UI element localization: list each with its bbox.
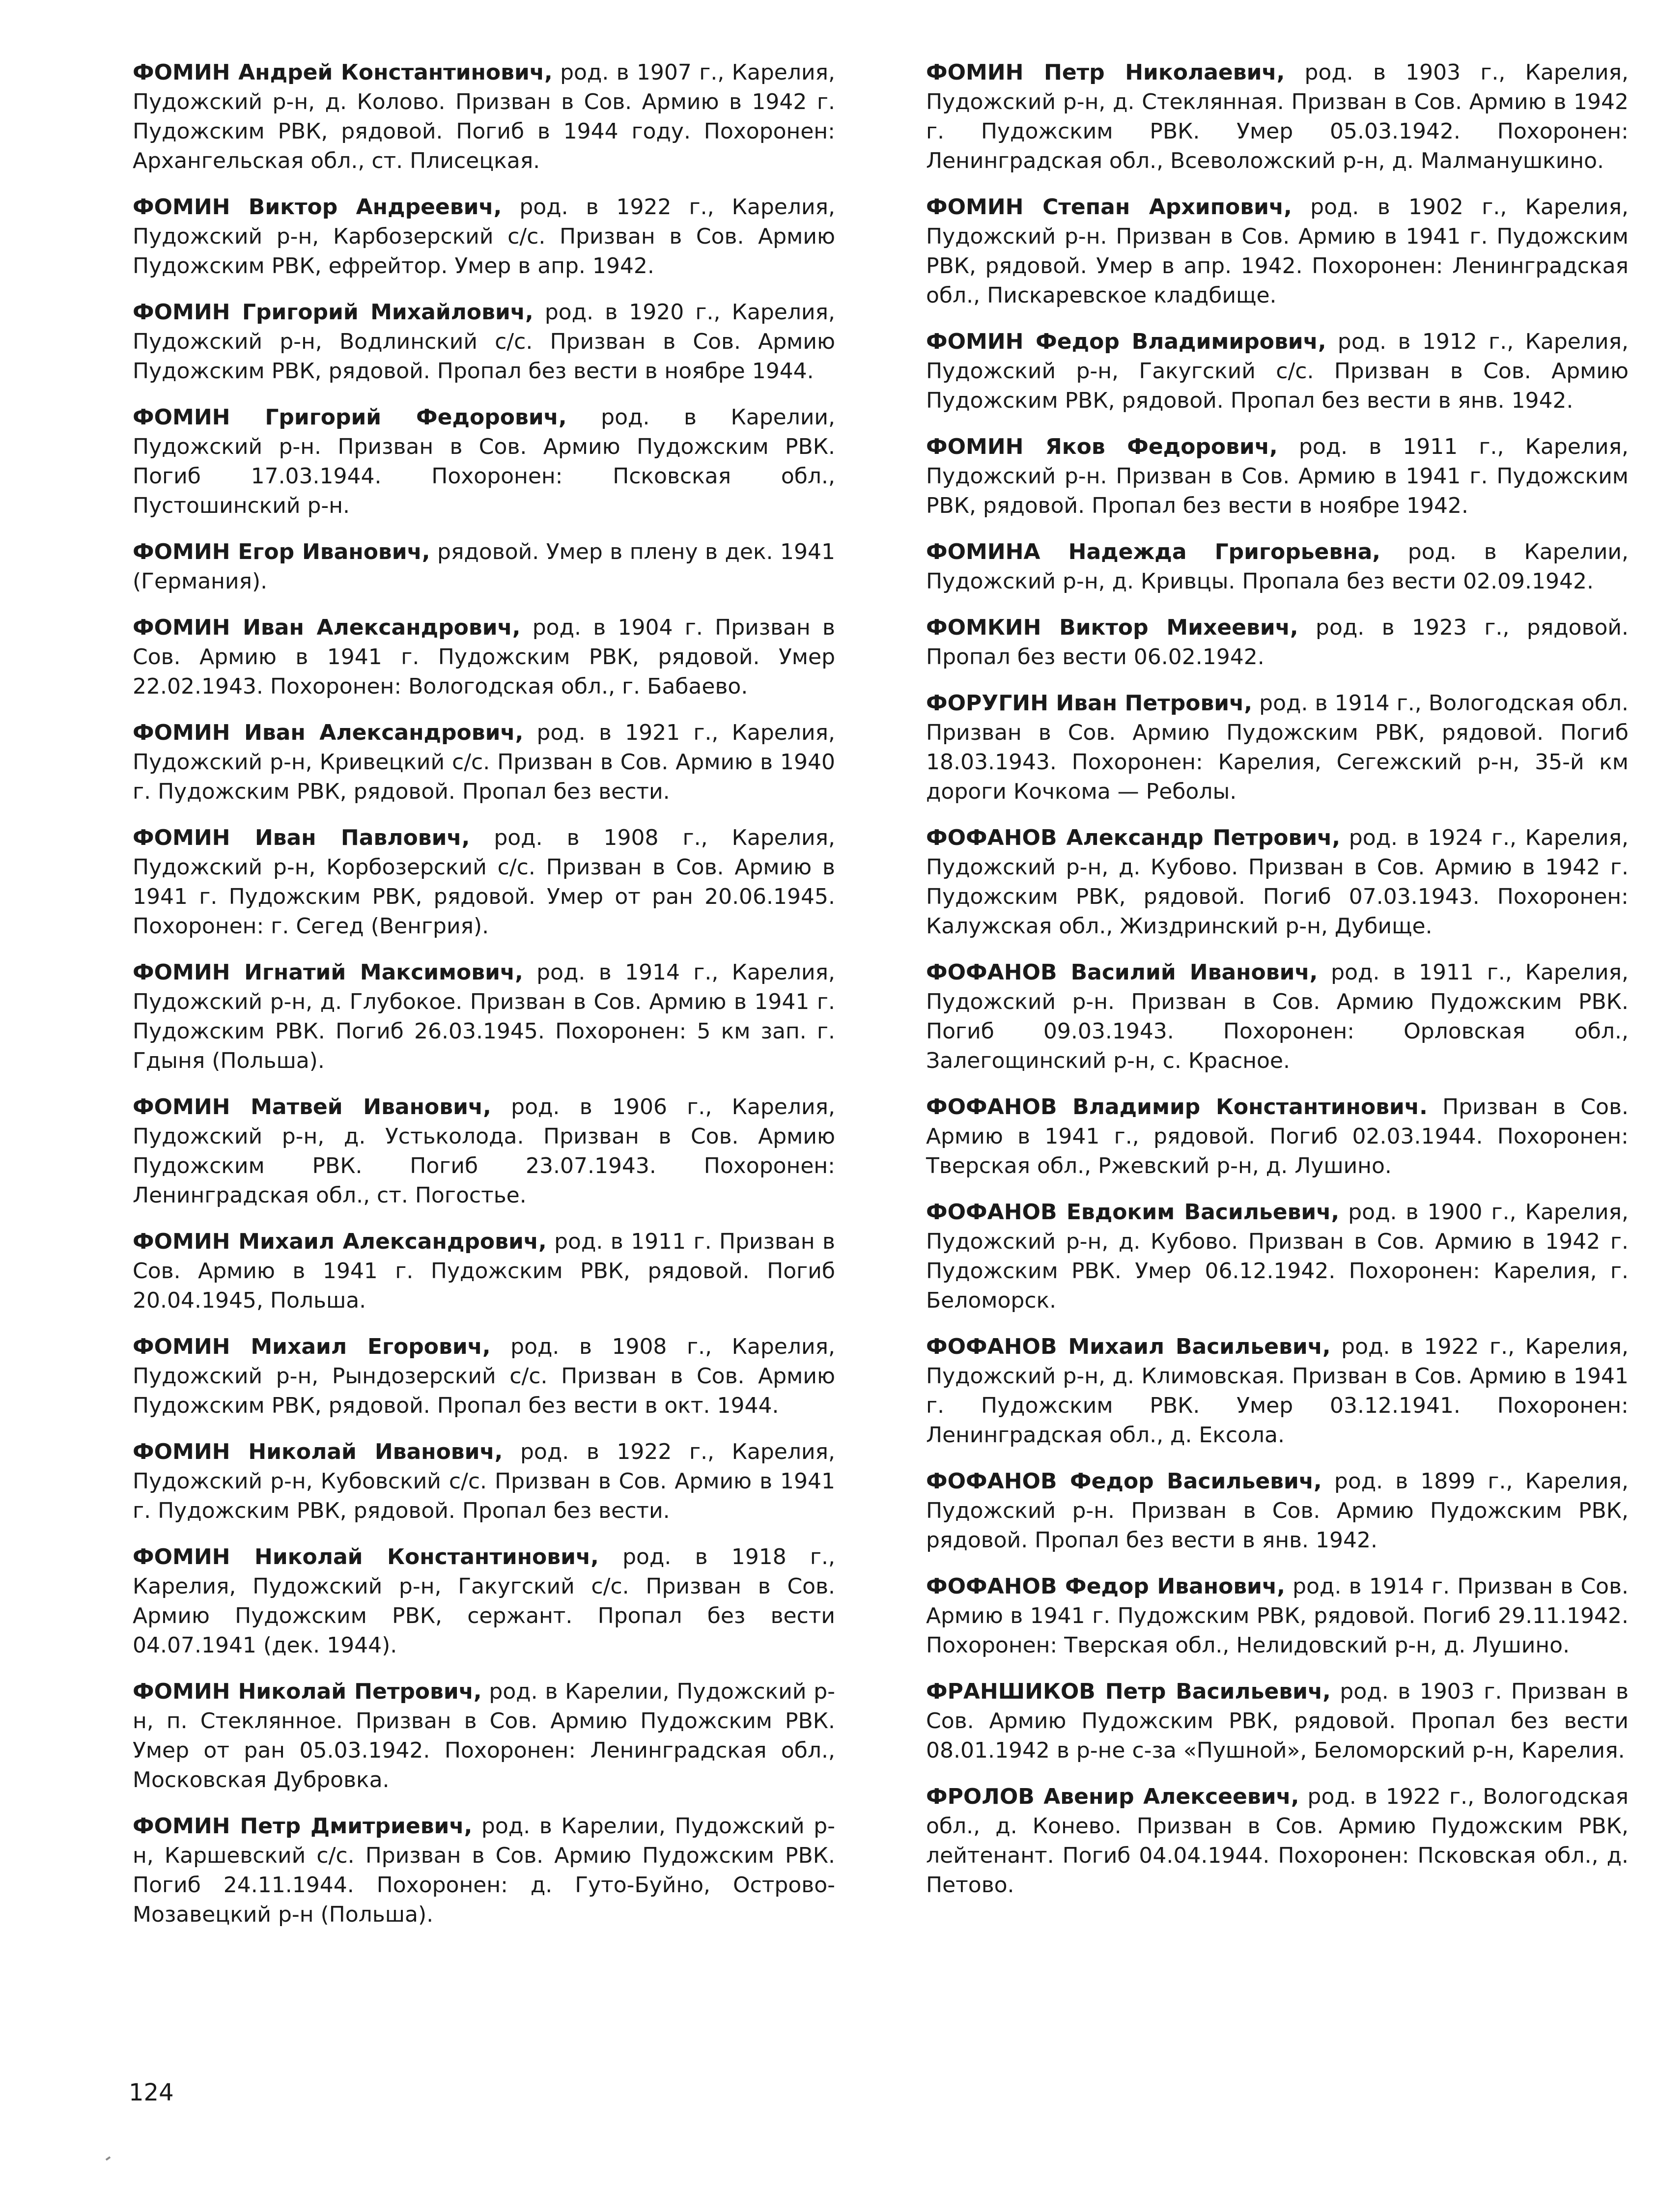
- entry-text: род. в 1899 г., Карелия, Пудожский р-н. Призван в Сов. Армию Пудожским РВК, рядовой. Пропал без вести в янв. 1942.: [926, 1469, 1629, 1553]
- entry: [926, 1092, 1629, 1181]
- entry-name: ФОФАНОВ Михаил Васильевич,: [926, 1334, 1331, 1359]
- entry: [926, 1332, 1629, 1450]
- page-number: 124: [129, 2079, 174, 2106]
- entry: [133, 403, 835, 521]
- entry-text: род. в 1918 г., Карелия, Пудожский р-н, Гакугский с/с. Призван в Сов. Армию Пудожским РВК, сержант. Пропал без вести 04.07.1941 (дек. 1944).: [133, 1544, 835, 1658]
- entry-name: ФОМИН Степан Архипович,: [926, 195, 1292, 220]
- entry: [926, 193, 1629, 310]
- entry-name: ФОМИН Иван Александрович,: [133, 615, 521, 640]
- entry-text: род. в 1914 г., Вологодская обл. Призван в Сов. Армию Пудожским РВК, рядовой. Погиб 18.03.1943. Похоронен: Карелия, Сегежский р-н, 35-й км дороги Кочкома — Реболы.: [926, 691, 1629, 804]
- entry-text: род. в 1904 г. Призван в Сов. Армию в 1941 г. Пудожским РВК, рядовой. Умер 22.02.1943. Похоронен: Вологодская обл., г. Бабаево.: [133, 615, 835, 699]
- entry: [133, 193, 835, 281]
- entry: [133, 58, 835, 176]
- entry: [926, 1572, 1629, 1660]
- entry-text: рядовой. Умер в плену в дек. 1941 (Германия).: [133, 539, 835, 594]
- entry-text: род. в Карелии, Пудожский р-н, Каршевский с/с. Призван в Сов. Армию Пудожским РВК. Погиб 24.11.1944. Похоронен: д. Гуто-Буйно, Острово-Мозавецкий р-н (Польша).: [133, 1814, 835, 1927]
- entry-text: род. в 1906 г., Карелия, Пудожский р-н, д. Устьколода. Призван в Сов. Армию Пудожским РВК. Погиб 23.07.1943. Похоронен: Ленинградская обл., ст. Погостье.: [133, 1094, 836, 1208]
- entry-name: ФОМИН Егор Иванович,: [133, 539, 430, 564]
- entry-text: род. в 1914 г., Карелия, Пудожский р-н, д. Глубокое. Призван в Сов. Армию в 1941 г. Пудожским РВК. Погиб 26.03.1945. Похоронен: 5 км зап. г. Гдыня (Польша).: [133, 960, 836, 1073]
- entry: [133, 1437, 835, 1526]
- entry-text: род. в 1902 г., Карелия, Пудожский р-н. Призван в Сов. Армию в 1941 г. Пудожским РВК, рядовой. Умер в апр. 1942. Похоронен: Ленинградская обл., Пискаревское кладбище.: [926, 195, 1629, 308]
- entry: [926, 823, 1629, 941]
- entry: [133, 1542, 835, 1660]
- entry: [133, 537, 835, 596]
- entry-name: ФОМИН Михаил Егорович,: [133, 1334, 491, 1359]
- entry: [133, 823, 835, 941]
- entry-name: ФОМИН Виктор Андреевич,: [133, 195, 502, 220]
- entry-name: ФОМИН Игнатий Максимович,: [133, 960, 523, 985]
- entry-name: ФОФАНОВ Евдоким Васильевич,: [926, 1200, 1340, 1225]
- entry-text: род. в 1922 г., Карелия, Пудожский р-н, Карбозерский с/с. Призван в Сов. Армию Пудожским РВК, ефрейтор. Умер в апр. 1942.: [133, 195, 835, 279]
- entry-text: род. в 1922 г., Вологодская обл., д. Конево. Призван в Сов. Армию Пудожским РВК, лейтенант. Погиб 04.04.1944. Похоронен: Псковская обл., д. Петово.: [926, 1784, 1629, 1898]
- entry: [926, 958, 1629, 1076]
- entry-name: ФОМИН Петр Николаевич,: [926, 60, 1285, 85]
- entry-name: ФОМИНА Надежда Григорьевна,: [926, 539, 1381, 564]
- entry: [926, 1677, 1629, 1765]
- entry-name: ФОМИН Яков Федорович,: [926, 434, 1278, 459]
- entry: [133, 1092, 835, 1210]
- entry-text: род. в 1923 г., рядовой. Пропал без вести 06.02.1942.: [926, 615, 1629, 670]
- entry: [926, 689, 1629, 807]
- entry-text: род. в Карелии, Пудожский р-н. Призван в Сов. Армию Пудожским РВК. Погиб 17.03.1944. Похоронен: Псковская обл., Пустошинский р-н.: [133, 405, 836, 518]
- entry: [133, 958, 835, 1076]
- entry-text: род. в 1908 г., Карелия, Пудожский р-н, Рындозерский с/с. Призван в Сов. Армию Пудожским РВК, рядовой. Пропал без вести в окт. 1944.: [133, 1334, 836, 1418]
- entry-name: ФОМИН Петр Дмитриевич,: [133, 1814, 473, 1839]
- entry: [926, 613, 1629, 672]
- entry: [133, 1677, 835, 1795]
- entry-text: род. в 1903 г., Карелия, Пудожский р-н, д. Стеклянная. Призван в Сов. Армию в 1942 г. Пудожским РВК. Умер 05.03.1942. Похоронен: Ленинградская обл., Всеволожский р-н, д. Малманушкино.: [926, 60, 1629, 173]
- entry-name: ФРАНШИКОВ Петр Васильевич,: [926, 1679, 1331, 1704]
- entry-name: ФОМИН Иван Александрович,: [133, 720, 524, 745]
- entry-name: ФОМКИН Виктор Михеевич,: [926, 615, 1298, 640]
- entry-name: ФОМИН Николай Петрович,: [133, 1679, 482, 1704]
- entry-text: род. в 1924 г., Карелия, Пудожский р-н, д. Кубово. Призван в Сов. Армию в 1942 г. Пудожским РВК, рядовой. Погиб 07.03.1943. Похоронен: Калужская обл., Жиздринский р-н, Дубище.: [926, 825, 1629, 939]
- entry-text: род. в 1903 г. Призван в Сов. Армию Пудожским РВК, рядовой. Пропал без вести 08.01.1942 в р-не с-за «Пушной», Беломорский р-н, Карелия.: [926, 1679, 1629, 1763]
- entry-text: Призван в Сов. Армию в 1941 г., рядовой. Погиб 02.03.1944. Похоронен: Тверская обл., Ржевский р-н, д. Лушино.: [926, 1094, 1629, 1178]
- entry: [926, 537, 1629, 596]
- entry-name: ФОФАНОВ Федор Васильевич,: [926, 1469, 1322, 1494]
- entry-name: ФОМИН Григорий Федорович,: [133, 405, 567, 430]
- entry-name: ФОМИН Михаил Александрович,: [133, 1229, 547, 1254]
- entry: [133, 1227, 835, 1316]
- entry-text: род. в 1920 г., Карелия, Пудожский р-н, Водлинский с/с. Призван в Сов. Армию Пудожским РВК, рядовой. Пропал без вести в ноябре 1944.: [133, 300, 836, 384]
- entry-name: ФОМИН Федор Владимирович,: [926, 329, 1326, 354]
- entry-text: род. в 1914 г. Призван в Сов. Армию в 1941 г. Пудожским РВК, рядовой. Погиб 29.11.1942. Похоронен: Тверская обл., Нелидовский р-н, д. Лушино.: [926, 1574, 1629, 1658]
- entry-text: род. в 1922 г., Карелия, Пудожский р-н, Кубовский с/с. Призван в Сов. Армию в 1941 г. Пудожским РВК, рядовой. Пропал без вести.: [133, 1439, 836, 1523]
- entry: [926, 1782, 1629, 1900]
- entry: [926, 327, 1629, 416]
- entry-text: род. в 1911 г. Призван в Сов. Армию в 1941 г. Пудожским РВК, рядовой. Погиб 20.04.1945, Польша.: [133, 1229, 835, 1313]
- entry: [133, 1332, 835, 1421]
- entry-name: ФОФАНОВ Владимир Константинович.: [926, 1094, 1428, 1120]
- right-column: [926, 58, 1629, 1917]
- entry-name: ФРОЛОВ Авенир Алексеевич,: [926, 1784, 1299, 1809]
- entry-text: род. в 1908 г., Карелия, Пудожский р-н, Корбозерский с/с. Призван в Сов. Армию в 1941 г. Пудожским РВК, рядовой. Умер от ран 20.06.1945. Похоронен: г. Сегед (Венгрия).: [133, 825, 836, 939]
- entry-name: ФОФАНОВ Федор Иванович,: [926, 1574, 1285, 1599]
- scan-artifact-mark: [106, 2156, 111, 2160]
- entry-name: ФОМИН Григорий Михайлович,: [133, 300, 534, 325]
- entry-text: род. в 1922 г., Карелия, Пудожский р-н, д. Климовская. Призван в Сов. Армию в 1941 г. Пудожским РВК. Умер 03.12.1941. Похоронен: Ленинградская обл., д. Ексола.: [926, 1334, 1629, 1448]
- entry-text: род. в Карелии, Пудожский р-н, п. Стеклянное. Призван в Сов. Армию Пудожским РВК. Умер от ран 05.03.1942. Похоронен: Ленинградская обл., Московская Дубровка.: [133, 1679, 835, 1792]
- entry-text: род. в 1900 г., Карелия, Пудожский р-н, д. Кубово. Призван в Сов. Армию в 1942 г. Пудожским РВК. Умер 06.12.1942. Похоронен: Карелия, г. Беломорск.: [926, 1200, 1629, 1313]
- entry: [926, 432, 1629, 521]
- entry: [133, 718, 835, 807]
- entry-text: род. в 1911 г., Карелия, Пудожский р-н. Призван в Сов. Армию в 1941 г. Пудожским РВК, рядовой. Пропал без вести в ноябре 1942.: [926, 434, 1629, 518]
- entry-name: ФОРУГИН Иван Петрович,: [926, 691, 1253, 716]
- entry-name: ФОФАНОВ Александр Петрович,: [926, 825, 1341, 850]
- entry-text: род. в 1912 г., Карелия, Пудожский р-н, Гакугский с/с. Призван в Сов. Армию Пудожским РВК, рядовой. Пропал без вести в янв. 1942.: [926, 329, 1629, 413]
- entry: [926, 1467, 1629, 1555]
- entry-text: род. в 1911 г., Карелия, Пудожский р-н. Призван в Сов. Армию Пудожским РВК. Погиб 09.03.1943. Похоронен: Орловская обл., Залегощинский р-н, с. Красное.: [926, 960, 1629, 1073]
- entry: [926, 1198, 1629, 1316]
- entry-name: ФОМИН Николай Константинович,: [133, 1544, 599, 1569]
- entry-name: ФОМИН Иван Павлович,: [133, 825, 470, 850]
- entry: [133, 298, 835, 386]
- entry-name: ФОФАНОВ Василий Иванович,: [926, 960, 1318, 985]
- left-column: [133, 58, 835, 1946]
- entry: [133, 613, 835, 701]
- entry-text: род. в 1907 г., Карелия, Пудожский р-н, д. Колово. Призван в Сов. Армию в 1942 г. Пудожским РВК, рядовой. Погиб в 1944 году. Похоронен: Архангельская обл., ст. Плисецкая.: [133, 60, 836, 173]
- entry: [133, 1812, 835, 1930]
- entry-text: род. в 1921 г., Карелия, Пудожский р-н, Кривецкий с/с. Призван в Сов. Армию в 1940 г. Пудожским РВК, рядовой. Пропал без вести.: [133, 720, 835, 804]
- entry-name: ФОМИН Николай Иванович,: [133, 1439, 503, 1464]
- entry-name: ФОМИН Матвей Иванович,: [133, 1094, 491, 1120]
- entry-text: род. в Карелии, Пудожский р-н, д. Кривцы. Пропала без вести 02.09.1942.: [926, 539, 1629, 594]
- entry-name: ФОМИН Андрей Константинович,: [133, 60, 553, 85]
- entry: [926, 58, 1629, 176]
